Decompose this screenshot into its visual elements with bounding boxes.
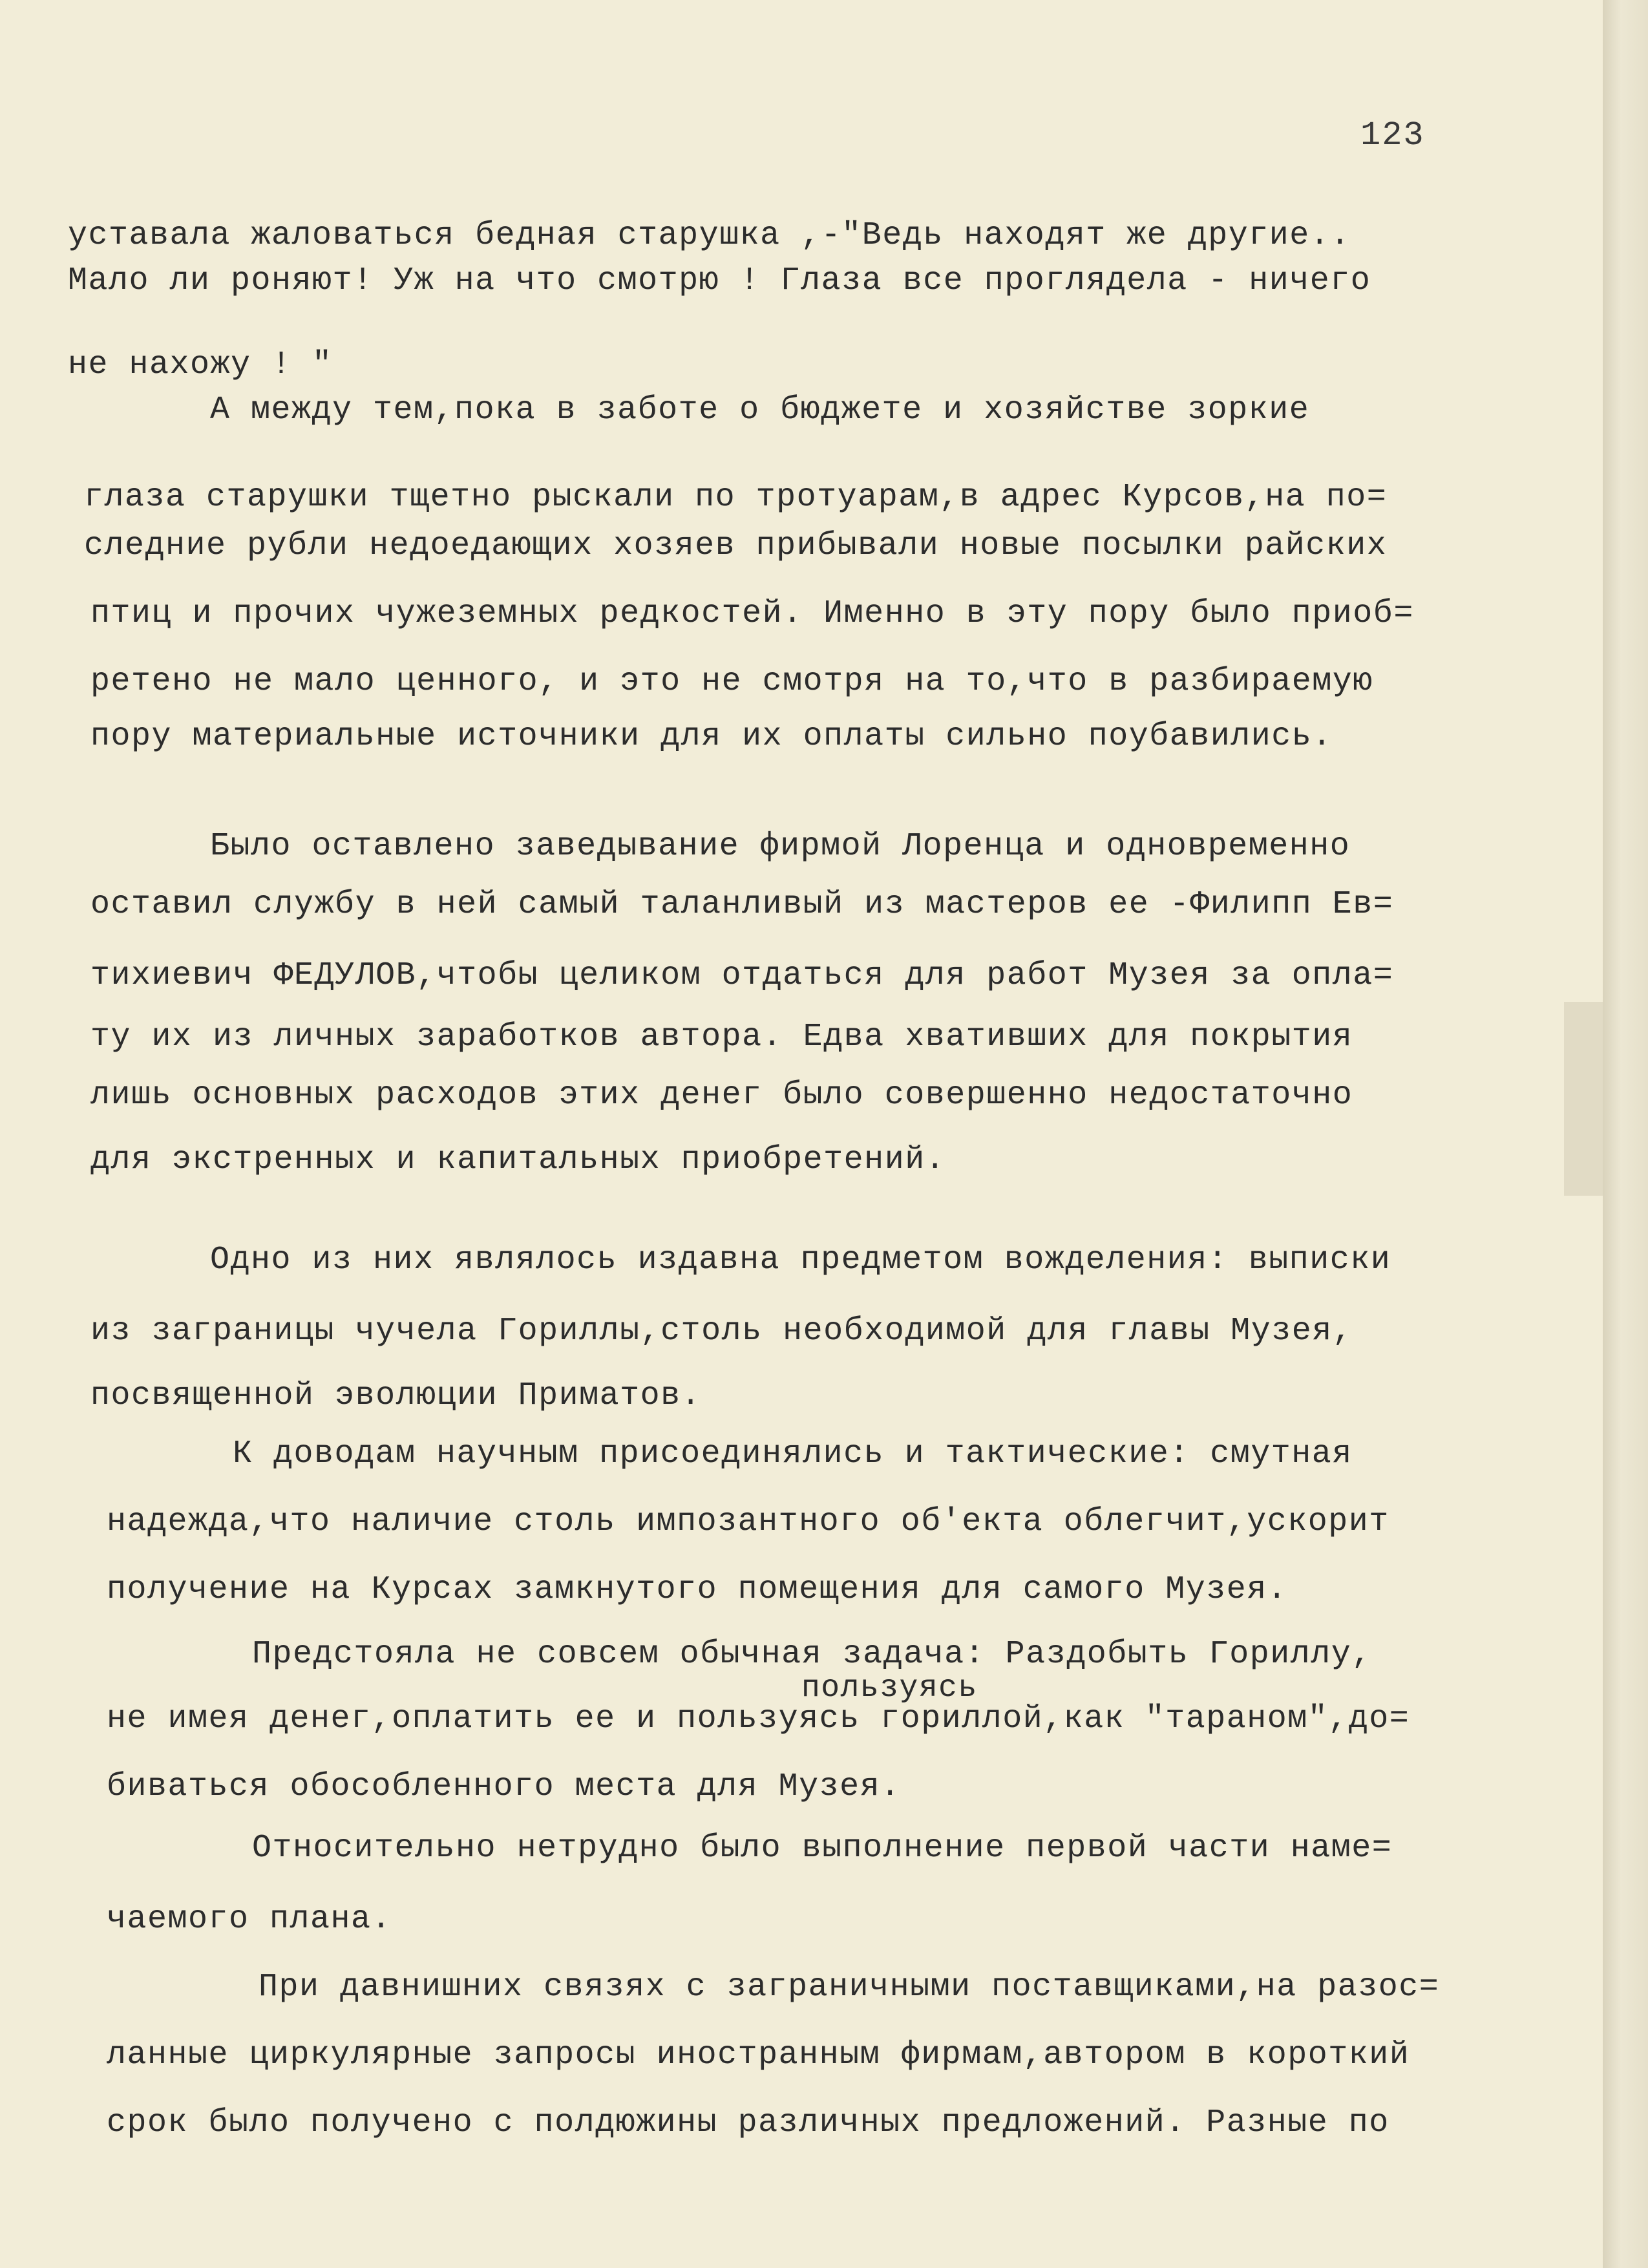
text-line: Мало ли роняют! Уж на что смотрю ! Глаза все проглядела - ничего	[68, 262, 1371, 299]
text-line: из заграницы чучела Гориллы,столь необходимой для главы Музея,	[90, 1313, 1353, 1350]
text-line: срок было получено с полдюжины различных предложений. Разные по	[107, 2104, 1389, 2141]
text-line: следние рубли недоедающих хозяев прибывали новые посылки райских	[84, 527, 1388, 564]
text-line: Предстояла не совсем обычная задача: Раздобыть Гориллу,	[252, 1636, 1372, 1673]
text-line: для экстренных и капитальных приобретений.	[90, 1141, 946, 1178]
text-line: ретено не мало ценного, и это не смотря на то,что в разбираемую	[90, 663, 1373, 700]
text-line: При давнишних связях с заграничными поставщиками,на разос=	[259, 1969, 1440, 2006]
text-line: Было оставлено заведывание фирмой Лоренца и одновременно	[210, 828, 1351, 865]
text-line: надежда,что наличие столь импозантного об'екта облегчит,ускорит	[107, 1503, 1389, 1540]
text-line: глаза старушки тщетно рыскали по тротуарам,в адрес Курсов,на по=	[84, 479, 1388, 516]
text-line: не имея денег,оплатить ее и пользуясь гориллой,как "тараном",до=	[107, 1701, 1410, 1737]
text-line: не нахожу ! "	[68, 346, 333, 383]
text-line: лишь основных расходов этих денег было совершенно недостаточно	[90, 1077, 1353, 1114]
text-line: получение на Курсах замкнутого помещения для самого Музея.	[107, 1571, 1288, 1608]
text-line: уставала жаловаться бедная старушка ,-"Ведь находят же другие..	[68, 217, 1351, 254]
text-line: биваться обособленного места для Музея.	[107, 1768, 901, 1805]
text-line: Относительно нетрудно было выполнение первой части наме=	[252, 1830, 1393, 1867]
text-line: оставил службу в ней самый таланливый из мастеров ее -Филипп Ев=	[90, 886, 1394, 923]
text-line: посвященной эволюции Приматов.	[90, 1377, 702, 1414]
text-line: тихиевич ФЕДУЛОВ,чтобы целиком отдаться для работ Музея за опла=	[90, 957, 1394, 994]
paper-stain	[1564, 1002, 1603, 1196]
text-line: Одно из них являлось издавна предметом вожделения: выписки	[210, 1242, 1391, 1278]
text-line: чаемого плана.	[107, 1901, 392, 1938]
page-edge	[1603, 0, 1648, 2268]
page-number: 123	[1360, 116, 1425, 154]
text-line: А между тем,пока в заботе о бюджете и хозяйстве зоркие	[210, 392, 1310, 429]
text-line: ланные циркулярные запросы иностранным фирмам,автором в короткий	[107, 2037, 1410, 2073]
handwritten-insert: пользуясь	[801, 1671, 978, 1706]
text-line: ту их из личных заработков автора. Едва хвативших для покрытия	[90, 1019, 1353, 1055]
text-line: пору материальные источники для их оплаты сильно поубавились.	[90, 718, 1333, 755]
text-line: птиц и прочих чужеземных редкостей. Именно в эту пору было приоб=	[90, 595, 1414, 632]
text-line: К доводам научным присоединялись и тактические: смутная	[233, 1436, 1353, 1472]
